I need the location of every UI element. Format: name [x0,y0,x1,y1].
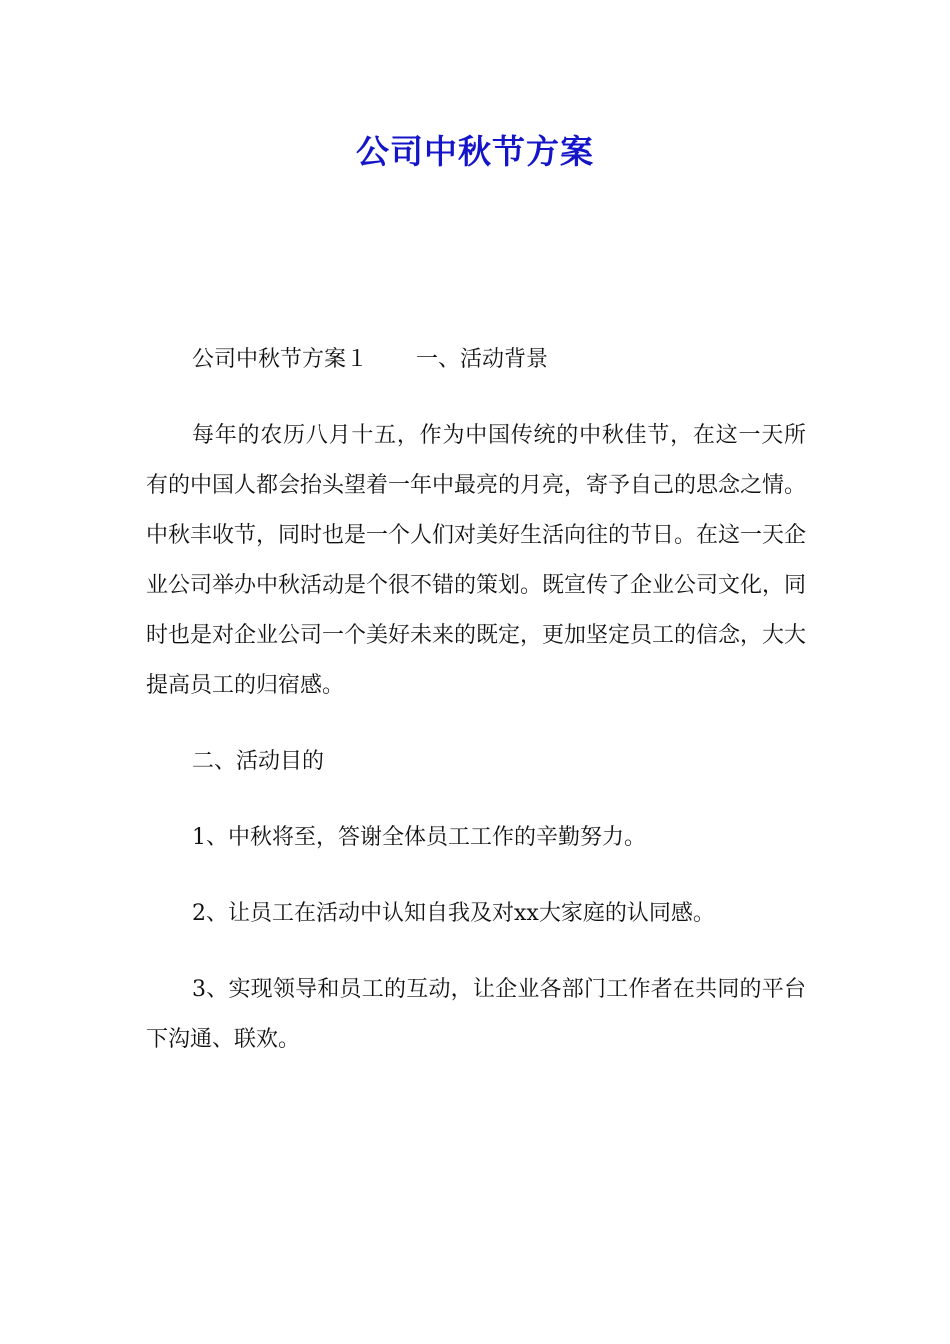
document-title: 公司中秋节方案 [356,132,594,171]
purpose-item-1: 1、中秋将至，答谢全体员工工作的辛勤努力。 [192,825,646,850]
purpose-item-3: 3、实现领导和员工的互动，让企业各部门工作者在共同的平台下沟通、联欢。 [146,977,806,1052]
background-heading: 一、活动背景 [416,347,549,372]
background-paragraph: 每年的农历八月十五，作为中国传统的中秋佳节，在这一天所有的中国人都会抬头望着一年中最亮的月亮，寄予自己的思念之情。中秋丰收节，同时也是一个人们对美好生活向往的节日。在这一天企业公司举办中秋活动是个很不错的策划。既宣传了企业公司文化，同时也是对企业公司一个美好未来的既定，更加坚定员工的信念，大大提高员工的归宿感。 [146,423,807,698]
section-heading-line [146,335,806,385]
purpose-item-2: 2、让员工在活动中认知自我及对xx大家庭的认同感。 [192,901,715,926]
purpose-heading: 二、活动目的 [192,749,325,774]
document-body [146,335,806,1091]
section-heading: 公司中秋节方案１ [192,347,369,372]
